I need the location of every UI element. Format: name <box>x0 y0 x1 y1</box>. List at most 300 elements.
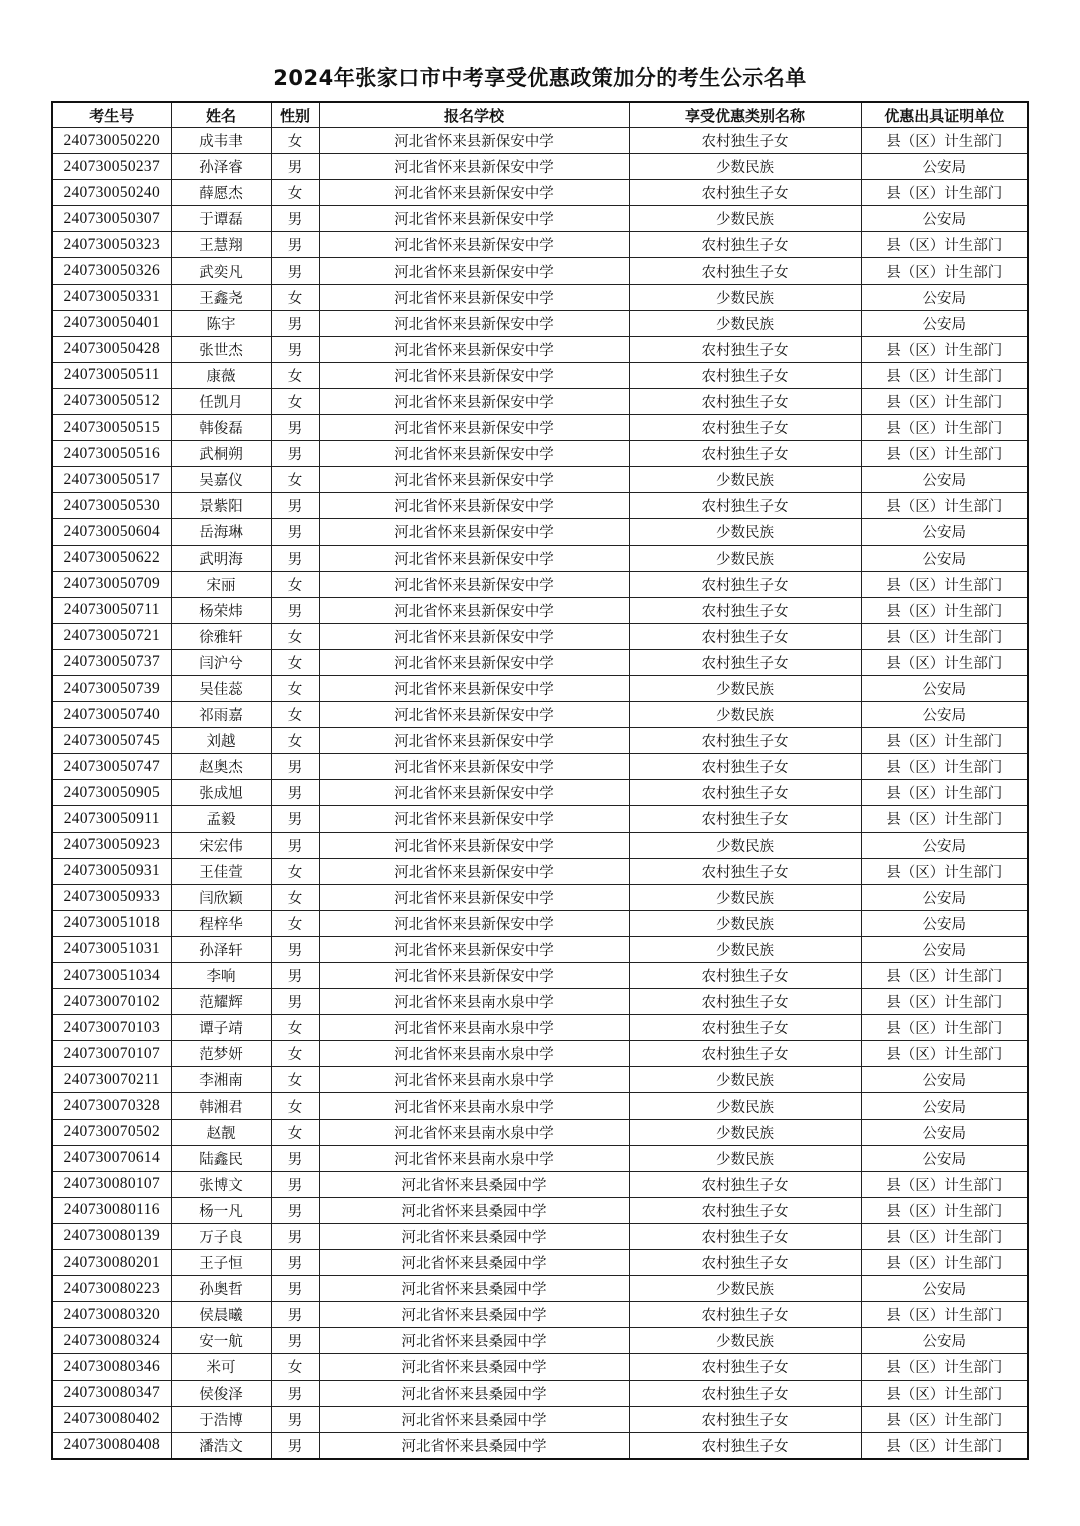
gender-cell: 男 <box>271 989 319 1015</box>
school-cell: 河北省怀来县新保安中学 <box>319 493 629 519</box>
category-cell: 少数民族 <box>629 702 861 728</box>
table-row <box>52 362 1028 388</box>
exam-id-cell: 240730070328 <box>52 1093 171 1119</box>
school-cell: 河北省怀来县新保安中学 <box>319 728 629 754</box>
school-cell: 河北省怀来县新保安中学 <box>319 806 629 832</box>
certifying-unit-cell: 公安局 <box>861 519 1028 545</box>
name-cell: 宋丽 <box>171 571 271 597</box>
name-cell: 于谭磊 <box>171 206 271 232</box>
name-cell: 侯俊泽 <box>171 1380 271 1406</box>
school-cell: 河北省怀来县南水泉中学 <box>319 989 629 1015</box>
gender-cell: 女 <box>271 884 319 910</box>
name-cell: 韩俊磊 <box>171 415 271 441</box>
exam-id-cell: 240730080324 <box>52 1328 171 1354</box>
name-cell: 杨一凡 <box>171 1197 271 1223</box>
certifying-unit-cell: 县（区）计生部门 <box>861 1041 1028 1067</box>
gender-cell: 女 <box>271 675 319 701</box>
gender-cell: 男 <box>271 336 319 362</box>
category-cell: 农村独生子女 <box>629 597 861 623</box>
gender-cell: 男 <box>271 1223 319 1249</box>
name-cell: 祁雨嘉 <box>171 702 271 728</box>
name-cell: 米可 <box>171 1354 271 1380</box>
table-row <box>52 1354 1028 1380</box>
name-cell: 王子恒 <box>171 1250 271 1276</box>
table-row <box>52 675 1028 701</box>
exam-id-cell: 240730050220 <box>52 128 171 154</box>
school-cell: 河北省怀来县南水泉中学 <box>319 1015 629 1041</box>
school-cell: 河北省怀来县桑园中学 <box>319 1380 629 1406</box>
certifying-unit-cell: 公安局 <box>861 467 1028 493</box>
exam-id-cell: 240730080107 <box>52 1171 171 1197</box>
table-row <box>52 649 1028 675</box>
name-cell: 杨荣炜 <box>171 597 271 623</box>
category-cell: 农村独生子女 <box>629 232 861 258</box>
exam-id-cell: 240730050323 <box>52 232 171 258</box>
category-cell: 农村独生子女 <box>629 362 861 388</box>
school-cell: 河北省怀来县新保安中学 <box>319 597 629 623</box>
certifying-unit-cell: 县（区）计生部门 <box>861 571 1028 597</box>
gender-cell: 男 <box>271 1171 319 1197</box>
exam-id-cell: 240730051031 <box>52 936 171 962</box>
table-row <box>52 806 1028 832</box>
school-cell: 河北省怀来县桑园中学 <box>319 1302 629 1328</box>
name-cell: 程梓华 <box>171 910 271 936</box>
category-cell: 农村独生子女 <box>629 1380 861 1406</box>
school-cell: 河北省怀来县新保安中学 <box>319 571 629 597</box>
exam-id-cell: 240730070614 <box>52 1145 171 1171</box>
certifying-unit-cell: 公安局 <box>861 154 1028 180</box>
gender-cell: 女 <box>271 1119 319 1145</box>
category-cell: 少数民族 <box>629 936 861 962</box>
gender-cell: 女 <box>271 388 319 414</box>
school-cell: 河北省怀来县新保安中学 <box>319 623 629 649</box>
category-cell: 农村独生子女 <box>629 336 861 362</box>
name-cell: 韩湘君 <box>171 1093 271 1119</box>
name-cell: 吴佳蕊 <box>171 675 271 701</box>
certifying-unit-cell: 公安局 <box>861 910 1028 936</box>
gender-cell: 男 <box>271 1380 319 1406</box>
category-cell: 农村独生子女 <box>629 649 861 675</box>
exam-id-cell: 240730050515 <box>52 415 171 441</box>
certifying-unit-cell: 县（区）计生部门 <box>861 1302 1028 1328</box>
certifying-unit-cell: 县（区）计生部门 <box>861 597 1028 623</box>
gender-cell: 女 <box>271 702 319 728</box>
table-row <box>52 441 1028 467</box>
exam-id-cell: 240730050905 <box>52 780 171 806</box>
name-cell: 武桐朔 <box>171 441 271 467</box>
gender-cell: 女 <box>271 649 319 675</box>
table-row <box>52 832 1028 858</box>
table-row <box>52 1067 1028 1093</box>
certifying-unit-cell: 县（区）计生部门 <box>861 1432 1028 1459</box>
category-cell: 农村独生子女 <box>629 1354 861 1380</box>
gender-cell: 男 <box>271 806 319 832</box>
exam-id-cell: 240730050709 <box>52 571 171 597</box>
name-cell: 任凯月 <box>171 388 271 414</box>
category-cell: 农村独生子女 <box>629 989 861 1015</box>
table-row <box>52 780 1028 806</box>
name-cell: 徐雅轩 <box>171 623 271 649</box>
name-cell: 于浩博 <box>171 1406 271 1432</box>
exam-id-cell: 240730050739 <box>52 675 171 701</box>
exam-id-cell: 240730050517 <box>52 467 171 493</box>
school-cell: 河北省怀来县新保安中学 <box>319 388 629 414</box>
school-cell: 河北省怀来县新保安中学 <box>319 545 629 571</box>
gender-cell: 男 <box>271 754 319 780</box>
exam-id-cell: 240730050604 <box>52 519 171 545</box>
table-row <box>52 336 1028 362</box>
certifying-unit-cell: 公安局 <box>861 884 1028 910</box>
school-cell: 河北省怀来县新保安中学 <box>319 310 629 336</box>
gender-cell: 女 <box>271 571 319 597</box>
table-row <box>52 1119 1028 1145</box>
exam-id-cell: 240730050237 <box>52 154 171 180</box>
school-cell: 河北省怀来县南水泉中学 <box>319 1067 629 1093</box>
table-row <box>52 415 1028 441</box>
category-cell: 农村独生子女 <box>629 806 861 832</box>
name-cell: 景紫阳 <box>171 493 271 519</box>
school-cell: 河北省怀来县新保安中学 <box>319 936 629 962</box>
gender-cell: 女 <box>271 284 319 310</box>
certifying-unit-cell: 县（区）计生部门 <box>861 415 1028 441</box>
category-cell: 农村独生子女 <box>629 623 861 649</box>
certifying-unit-cell: 公安局 <box>861 702 1028 728</box>
school-cell: 河北省怀来县新保安中学 <box>319 128 629 154</box>
certifying-unit-cell: 公安局 <box>861 284 1028 310</box>
category-cell: 少数民族 <box>629 832 861 858</box>
school-cell: 河北省怀来县桑园中学 <box>319 1328 629 1354</box>
category-cell: 农村独生子女 <box>629 388 861 414</box>
school-cell: 河北省怀来县新保安中学 <box>319 206 629 232</box>
name-cell: 武明海 <box>171 545 271 571</box>
certifying-unit-cell: 县（区）计生部门 <box>861 1354 1028 1380</box>
category-cell: 少数民族 <box>629 1119 861 1145</box>
school-cell: 河北省怀来县新保安中学 <box>319 649 629 675</box>
table-row <box>52 1015 1028 1041</box>
school-cell: 河北省怀来县新保安中学 <box>319 336 629 362</box>
certifying-unit-cell: 公安局 <box>861 1067 1028 1093</box>
table-row <box>52 128 1028 154</box>
category-cell: 少数民族 <box>629 206 861 232</box>
table-row <box>52 1223 1028 1249</box>
name-cell: 陆鑫民 <box>171 1145 271 1171</box>
certifying-unit-cell: 县（区）计生部门 <box>861 388 1028 414</box>
category-cell: 农村独生子女 <box>629 415 861 441</box>
certifying-unit-cell: 县（区）计生部门 <box>861 1197 1028 1223</box>
certifying-unit-cell: 县（区）计生部门 <box>861 1406 1028 1432</box>
table-row <box>52 1041 1028 1067</box>
gender-cell: 男 <box>271 154 319 180</box>
exam-id-cell: 240730050530 <box>52 493 171 519</box>
gender-cell: 男 <box>271 415 319 441</box>
name-cell: 吴嘉仪 <box>171 467 271 493</box>
gender-cell: 男 <box>271 1250 319 1276</box>
gender-cell: 女 <box>271 728 319 754</box>
table-row <box>52 1432 1028 1459</box>
header-name: 姓名 <box>171 102 271 128</box>
exam-id-cell: 240730050711 <box>52 597 171 623</box>
name-cell: 闫欣颖 <box>171 884 271 910</box>
table-row <box>52 1302 1028 1328</box>
exam-id-cell: 240730080116 <box>52 1197 171 1223</box>
table-row <box>52 310 1028 336</box>
exam-id-cell: 240730070102 <box>52 989 171 1015</box>
school-cell: 河北省怀来县新保安中学 <box>319 284 629 310</box>
name-cell: 王佳萱 <box>171 858 271 884</box>
table-row <box>52 545 1028 571</box>
certifying-unit-cell: 公安局 <box>861 1145 1028 1171</box>
table-row <box>52 597 1028 623</box>
table-row <box>52 1406 1028 1432</box>
certifying-unit-cell: 公安局 <box>861 545 1028 571</box>
school-cell: 河北省怀来县新保安中学 <box>319 832 629 858</box>
table-row <box>52 519 1028 545</box>
gender-cell: 男 <box>271 493 319 519</box>
school-cell: 河北省怀来县桑园中学 <box>319 1432 629 1459</box>
name-cell: 孙奥哲 <box>171 1276 271 1302</box>
gender-cell: 女 <box>271 1067 319 1093</box>
certifying-unit-cell: 县（区）计生部门 <box>861 963 1028 989</box>
category-cell: 农村独生子女 <box>629 858 861 884</box>
category-cell: 农村独生子女 <box>629 571 861 597</box>
school-cell: 河北省怀来县桑园中学 <box>319 1406 629 1432</box>
school-cell: 河北省怀来县新保安中学 <box>319 180 629 206</box>
gender-cell: 男 <box>271 832 319 858</box>
exam-id-cell: 240730050511 <box>52 362 171 388</box>
certifying-unit-cell: 公安局 <box>861 1119 1028 1145</box>
certifying-unit-cell: 公安局 <box>861 832 1028 858</box>
gender-cell: 女 <box>271 1041 319 1067</box>
certifying-unit-cell: 县（区）计生部门 <box>861 623 1028 649</box>
certifying-unit-cell: 县（区）计生部门 <box>861 1223 1028 1249</box>
gender-cell: 男 <box>271 1197 319 1223</box>
exam-id-cell: 240730080139 <box>52 1223 171 1249</box>
certifying-unit-cell: 公安局 <box>861 1328 1028 1354</box>
school-cell: 河北省怀来县新保安中学 <box>319 780 629 806</box>
certifying-unit-cell: 公安局 <box>861 1093 1028 1119</box>
table-row <box>52 623 1028 649</box>
table-row <box>52 493 1028 519</box>
table-row <box>52 728 1028 754</box>
category-cell: 少数民族 <box>629 284 861 310</box>
certifying-unit-cell: 县（区）计生部门 <box>861 180 1028 206</box>
category-cell: 少数民族 <box>629 675 861 701</box>
gender-cell: 男 <box>271 597 319 623</box>
school-cell: 河北省怀来县桑园中学 <box>319 1276 629 1302</box>
certifying-unit-cell: 县（区）计生部门 <box>861 336 1028 362</box>
exam-id-cell: 240730050240 <box>52 180 171 206</box>
school-cell: 河北省怀来县新保安中学 <box>319 858 629 884</box>
category-cell: 农村独生子女 <box>629 441 861 467</box>
category-cell: 农村独生子女 <box>629 1015 861 1041</box>
category-cell: 农村独生子女 <box>629 1302 861 1328</box>
category-cell: 少数民族 <box>629 1276 861 1302</box>
table-row <box>52 1171 1028 1197</box>
table-row <box>52 571 1028 597</box>
gender-cell: 男 <box>271 232 319 258</box>
school-cell: 河北省怀来县南水泉中学 <box>319 1041 629 1067</box>
name-cell: 李湘南 <box>171 1067 271 1093</box>
exam-id-cell: 240730050745 <box>52 728 171 754</box>
certifying-unit-cell: 县（区）计生部门 <box>861 728 1028 754</box>
school-cell: 河北省怀来县新保安中学 <box>319 362 629 388</box>
school-cell: 河北省怀来县桑园中学 <box>319 1354 629 1380</box>
exam-id-cell: 240730050326 <box>52 258 171 284</box>
gender-cell: 女 <box>271 623 319 649</box>
gender-cell: 男 <box>271 963 319 989</box>
category-cell: 少数民族 <box>629 910 861 936</box>
certifying-unit-cell: 公安局 <box>861 675 1028 701</box>
category-cell: 农村独生子女 <box>629 1432 861 1459</box>
exam-id-cell: 240730070107 <box>52 1041 171 1067</box>
gender-cell: 男 <box>271 258 319 284</box>
category-cell: 农村独生子女 <box>629 258 861 284</box>
certifying-unit-cell: 县（区）计生部门 <box>861 1380 1028 1406</box>
exam-id-cell: 240730050428 <box>52 336 171 362</box>
table-row <box>52 1380 1028 1406</box>
name-cell: 安一航 <box>171 1328 271 1354</box>
exam-id-cell: 240730070103 <box>52 1015 171 1041</box>
school-cell: 河北省怀来县新保安中学 <box>319 154 629 180</box>
school-cell: 河北省怀来县南水泉中学 <box>319 1119 629 1145</box>
name-cell: 康薇 <box>171 362 271 388</box>
name-cell: 刘越 <box>171 728 271 754</box>
certifying-unit-cell: 县（区）计生部门 <box>861 858 1028 884</box>
certifying-unit-cell: 公安局 <box>861 936 1028 962</box>
exam-id-cell: 240730050737 <box>52 649 171 675</box>
category-cell: 农村独生子女 <box>629 180 861 206</box>
gender-cell: 男 <box>271 441 319 467</box>
header-category: 享受优惠类别名称 <box>629 102 861 128</box>
gender-cell: 男 <box>271 519 319 545</box>
gender-cell: 女 <box>271 362 319 388</box>
gender-cell: 女 <box>271 910 319 936</box>
table-header-row <box>52 102 1028 128</box>
school-cell: 河北省怀来县新保安中学 <box>319 963 629 989</box>
category-cell: 少数民族 <box>629 884 861 910</box>
exam-id-cell: 240730050622 <box>52 545 171 571</box>
certifying-unit-cell: 县（区）计生部门 <box>861 989 1028 1015</box>
exam-id-cell: 240730051018 <box>52 910 171 936</box>
gender-cell: 男 <box>271 1302 319 1328</box>
exam-id-cell: 240730050740 <box>52 702 171 728</box>
school-cell: 河北省怀来县桑园中学 <box>319 1250 629 1276</box>
name-cell: 闫沪兮 <box>171 649 271 675</box>
header-school: 报名学校 <box>319 102 629 128</box>
school-cell: 河北省怀来县新保安中学 <box>319 441 629 467</box>
exam-id-cell: 240730051034 <box>52 963 171 989</box>
school-cell: 河北省怀来县新保安中学 <box>319 884 629 910</box>
exam-id-cell: 240730050747 <box>52 754 171 780</box>
name-cell: 侯晨曦 <box>171 1302 271 1328</box>
gender-cell: 女 <box>271 128 319 154</box>
name-cell: 王鑫尧 <box>171 284 271 310</box>
certifying-unit-cell: 县（区）计生部门 <box>861 362 1028 388</box>
gender-cell: 男 <box>271 1406 319 1432</box>
gender-cell: 男 <box>271 1328 319 1354</box>
school-cell: 河北省怀来县新保安中学 <box>319 467 629 493</box>
exam-id-cell: 240730050401 <box>52 310 171 336</box>
certifying-unit-cell: 公安局 <box>861 1276 1028 1302</box>
name-cell: 李响 <box>171 963 271 989</box>
name-cell: 岳海琳 <box>171 519 271 545</box>
table-row <box>52 910 1028 936</box>
table-row <box>52 1197 1028 1223</box>
name-cell: 王慧翔 <box>171 232 271 258</box>
category-cell: 农村独生子女 <box>629 1223 861 1249</box>
name-cell: 孙泽睿 <box>171 154 271 180</box>
category-cell: 农村独生子女 <box>629 1406 861 1432</box>
category-cell: 少数民族 <box>629 310 861 336</box>
category-cell: 少数民族 <box>629 1067 861 1093</box>
category-cell: 农村独生子女 <box>629 1171 861 1197</box>
table-row <box>52 258 1028 284</box>
certifying-unit-cell: 县（区）计生部门 <box>861 754 1028 780</box>
table-row <box>52 1250 1028 1276</box>
gender-cell: 男 <box>271 1276 319 1302</box>
school-cell: 河北省怀来县新保安中学 <box>319 675 629 701</box>
category-cell: 农村独生子女 <box>629 1250 861 1276</box>
name-cell: 赵奥杰 <box>171 754 271 780</box>
gender-cell: 男 <box>271 1432 319 1459</box>
name-cell: 谭子靖 <box>171 1015 271 1041</box>
school-cell: 河北省怀来县桑园中学 <box>319 1223 629 1249</box>
name-cell: 范梦妍 <box>171 1041 271 1067</box>
exam-id-cell: 240730080320 <box>52 1302 171 1328</box>
exam-id-cell: 240730050512 <box>52 388 171 414</box>
exam-id-cell: 240730080346 <box>52 1354 171 1380</box>
name-cell: 宋宏伟 <box>171 832 271 858</box>
gender-cell: 女 <box>271 1015 319 1041</box>
gender-cell: 女 <box>271 180 319 206</box>
gender-cell: 女 <box>271 858 319 884</box>
school-cell: 河北省怀来县新保安中学 <box>319 702 629 728</box>
exam-id-cell: 240730050307 <box>52 206 171 232</box>
table-row <box>52 989 1028 1015</box>
certifying-unit-cell: 县（区）计生部门 <box>861 649 1028 675</box>
table-row <box>52 936 1028 962</box>
category-cell: 农村独生子女 <box>629 1197 861 1223</box>
category-cell: 农村独生子女 <box>629 728 861 754</box>
exam-id-cell: 240730080408 <box>52 1432 171 1459</box>
name-cell: 张博文 <box>171 1171 271 1197</box>
exam-id-cell: 240730050331 <box>52 284 171 310</box>
name-cell: 万子良 <box>171 1223 271 1249</box>
name-cell: 薛愿杰 <box>171 180 271 206</box>
gender-cell: 女 <box>271 1093 319 1119</box>
name-cell: 潘浩文 <box>171 1432 271 1459</box>
exam-id-cell: 240730080402 <box>52 1406 171 1432</box>
category-cell: 少数民族 <box>629 1328 861 1354</box>
table-row <box>52 754 1028 780</box>
name-cell: 孙泽轩 <box>171 936 271 962</box>
table-row <box>52 702 1028 728</box>
header-gender: 性别 <box>271 102 319 128</box>
school-cell: 河北省怀来县南水泉中学 <box>319 1093 629 1119</box>
table-row <box>52 1328 1028 1354</box>
name-cell: 张世杰 <box>171 336 271 362</box>
exam-id-cell: 240730050923 <box>52 832 171 858</box>
page-title: 2024年张家口市中考享受优惠政策加分的考生公示名单 <box>273 66 807 90</box>
certifying-unit-cell: 公安局 <box>861 310 1028 336</box>
exam-id-cell: 240730050911 <box>52 806 171 832</box>
category-cell: 农村独生子女 <box>629 963 861 989</box>
school-cell: 河北省怀来县桑园中学 <box>319 1171 629 1197</box>
table-row <box>52 284 1028 310</box>
category-cell: 农村独生子女 <box>629 128 861 154</box>
name-cell: 孟毅 <box>171 806 271 832</box>
table-row <box>52 467 1028 493</box>
